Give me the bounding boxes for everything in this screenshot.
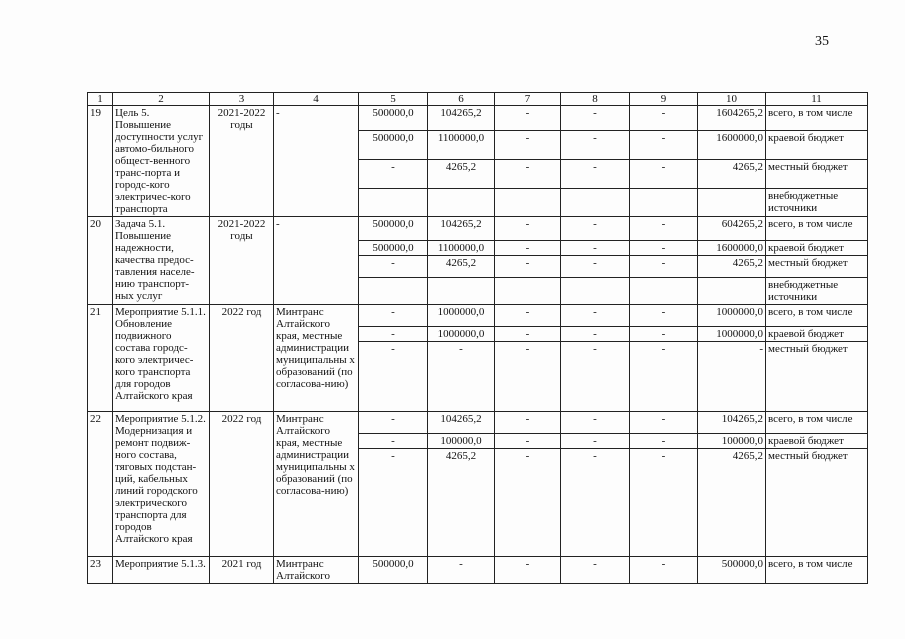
value-col-8: - <box>561 106 630 131</box>
row-executor: Минтранс Алтайского края, местные администрации муниципальны х образований (по согласова-нию) <box>274 305 359 412</box>
value-col-10: 500000,0 <box>698 557 766 584</box>
row-number: 21 <box>88 305 113 412</box>
row-name: Мероприятие 5.1.3. <box>113 557 210 584</box>
value-col-6: 1100000,0 <box>428 241 495 256</box>
value-col-7: - <box>495 342 561 412</box>
value-col-7: - <box>495 106 561 131</box>
value-col-9: - <box>630 342 698 412</box>
value-col-7: - <box>495 327 561 342</box>
value-col-10: 4265,2 <box>698 449 766 557</box>
value-col-7: - <box>495 434 561 449</box>
value-col-8: - <box>561 256 630 278</box>
value-col-7 <box>495 278 561 305</box>
value-col-10: 1600000,0 <box>698 241 766 256</box>
value-col-7: - <box>495 217 561 241</box>
value-col-7: - <box>495 305 561 327</box>
value-col-9: - <box>630 256 698 278</box>
value-col-10: 604265,2 <box>698 217 766 241</box>
row-executor: Минтранс Алтайского края, местные администрации муниципальны х образований (по согласова-нию) <box>274 412 359 557</box>
value-col-7: - <box>495 449 561 557</box>
funding-source: всего, в том числе <box>766 412 868 434</box>
value-col-9: - <box>630 557 698 584</box>
value-col-5: - <box>359 412 428 434</box>
value-col-10: 4265,2 <box>698 256 766 278</box>
value-col-5: 500000,0 <box>359 241 428 256</box>
value-col-6: - <box>428 342 495 412</box>
value-col-7: - <box>495 241 561 256</box>
value-col-9 <box>630 278 698 305</box>
value-col-10: 1000000,0 <box>698 305 766 327</box>
value-col-8 <box>561 188 630 216</box>
value-col-6: 1000000,0 <box>428 305 495 327</box>
table-row <box>88 305 868 327</box>
value-col-8: - <box>561 217 630 241</box>
value-col-10: 1600000,0 <box>698 130 766 159</box>
value-col-6: 4265,2 <box>428 159 495 188</box>
table-row <box>88 106 868 131</box>
row-period: 2021-2022 годы <box>210 106 274 217</box>
value-col-9: - <box>630 130 698 159</box>
value-col-5: - <box>359 434 428 449</box>
value-col-5: 500000,0 <box>359 557 428 584</box>
value-col-9: - <box>630 327 698 342</box>
budget-table <box>87 92 868 584</box>
funding-source: внебюджетные источники <box>766 188 868 216</box>
value-col-9 <box>630 188 698 216</box>
column-header-3: 3 <box>210 93 274 106</box>
funding-source: всего, в том числе <box>766 217 868 241</box>
table-header-row <box>88 93 868 106</box>
column-header-1: 1 <box>88 93 113 106</box>
value-col-8: - <box>561 241 630 256</box>
value-col-6: 1100000,0 <box>428 130 495 159</box>
row-name: Цель 5. Повышение доступности услуг автомо-бильного общест-венного транс-порта и городс-кого электричес-кого транспорта <box>113 106 210 217</box>
value-col-7: - <box>495 130 561 159</box>
value-col-8: - <box>561 327 630 342</box>
row-period: 2021 год <box>210 557 274 584</box>
funding-source: краевой бюджет <box>766 241 868 256</box>
row-period: 2022 год <box>210 412 274 557</box>
row-period: 2021-2022 годы <box>210 217 274 305</box>
table-row <box>88 557 868 584</box>
value-col-9: - <box>630 305 698 327</box>
value-col-9: - <box>630 449 698 557</box>
value-col-7: - <box>495 256 561 278</box>
value-col-6: 4265,2 <box>428 449 495 557</box>
value-col-6 <box>428 188 495 216</box>
value-col-10: 1000000,0 <box>698 327 766 342</box>
row-name: Задача 5.1. Повышение надежности, качества предос-тавления населе-нию транспорт-ных услуг <box>113 217 210 305</box>
value-col-6 <box>428 278 495 305</box>
value-col-6: 100000,0 <box>428 434 495 449</box>
value-col-6: 1000000,0 <box>428 327 495 342</box>
funding-source: всего, в том числе <box>766 106 868 131</box>
value-col-9: - <box>630 241 698 256</box>
value-col-6: 4265,2 <box>428 256 495 278</box>
funding-source: местный бюджет <box>766 449 868 557</box>
value-col-9: - <box>630 217 698 241</box>
column-header-6: 6 <box>428 93 495 106</box>
value-col-9: - <box>630 159 698 188</box>
funding-source: краевой бюджет <box>766 130 868 159</box>
value-col-8: - <box>561 449 630 557</box>
row-number: 20 <box>88 217 113 305</box>
row-executor: Минтранс Алтайского <box>274 557 359 584</box>
value-col-5: 500000,0 <box>359 217 428 241</box>
value-col-7 <box>495 188 561 216</box>
column-header-9: 9 <box>630 93 698 106</box>
value-col-8 <box>561 278 630 305</box>
funding-source: всего, в том числе <box>766 557 868 584</box>
value-col-6: - <box>428 557 495 584</box>
value-col-10: 1604265,2 <box>698 106 766 131</box>
value-col-5: - <box>359 256 428 278</box>
table-row <box>88 217 868 241</box>
row-name: Мероприятие 5.1.1. Обновление подвижного состава городс-кого электричес-кого транспорта для городов Алтайского края <box>113 305 210 412</box>
page-number: 35 <box>815 34 829 49</box>
funding-source: краевой бюджет <box>766 434 868 449</box>
value-col-10: 100000,0 <box>698 434 766 449</box>
table-row <box>88 412 868 434</box>
column-header-7: 7 <box>495 93 561 106</box>
column-header-8: 8 <box>561 93 630 106</box>
value-col-5: - <box>359 159 428 188</box>
row-period: 2022 год <box>210 305 274 412</box>
value-col-7: - <box>495 412 561 434</box>
value-col-5: - <box>359 327 428 342</box>
row-number: 22 <box>88 412 113 557</box>
value-col-5: - <box>359 305 428 327</box>
row-number: 19 <box>88 106 113 217</box>
value-col-10: 104265,2 <box>698 412 766 434</box>
value-col-8: - <box>561 159 630 188</box>
value-col-5 <box>359 188 428 216</box>
value-col-8: - <box>561 557 630 584</box>
value-col-5: 500000,0 <box>359 106 428 131</box>
row-executor: - <box>274 217 359 305</box>
funding-source: всего, в том числе <box>766 305 868 327</box>
row-executor: - <box>274 106 359 217</box>
value-col-5: - <box>359 342 428 412</box>
value-col-9: - <box>630 434 698 449</box>
value-col-7: - <box>495 557 561 584</box>
value-col-8: - <box>561 412 630 434</box>
funding-source: внебюджетные источники <box>766 278 868 305</box>
value-col-5: 500000,0 <box>359 130 428 159</box>
value-col-10: - <box>698 342 766 412</box>
column-header-2: 2 <box>113 93 210 106</box>
value-col-6: 104265,2 <box>428 217 495 241</box>
column-header-4: 4 <box>274 93 359 106</box>
funding-source: краевой бюджет <box>766 327 868 342</box>
row-number: 23 <box>88 557 113 584</box>
value-col-10 <box>698 278 766 305</box>
funding-source: местный бюджет <box>766 159 868 188</box>
row-name: Мероприятие 5.1.2. Модернизация и ремонт подвиж-ного состава, тяговых подстан-ций, кабельных линий городского электрического транспорта для городов Алтайского края <box>113 412 210 557</box>
value-col-5: - <box>359 449 428 557</box>
value-col-6: 104265,2 <box>428 106 495 131</box>
value-col-5 <box>359 278 428 305</box>
value-col-8: - <box>561 342 630 412</box>
value-col-7: - <box>495 159 561 188</box>
value-col-6: 104265,2 <box>428 412 495 434</box>
funding-source: местный бюджет <box>766 256 868 278</box>
value-col-8: - <box>561 305 630 327</box>
funding-source: местный бюджет <box>766 342 868 412</box>
value-col-9: - <box>630 106 698 131</box>
column-header-5: 5 <box>359 93 428 106</box>
value-col-9: - <box>630 412 698 434</box>
value-col-8: - <box>561 130 630 159</box>
value-col-10 <box>698 188 766 216</box>
value-col-10: 4265,2 <box>698 159 766 188</box>
column-header-10: 10 <box>698 93 766 106</box>
column-header-11: 11 <box>766 93 868 106</box>
value-col-8: - <box>561 434 630 449</box>
